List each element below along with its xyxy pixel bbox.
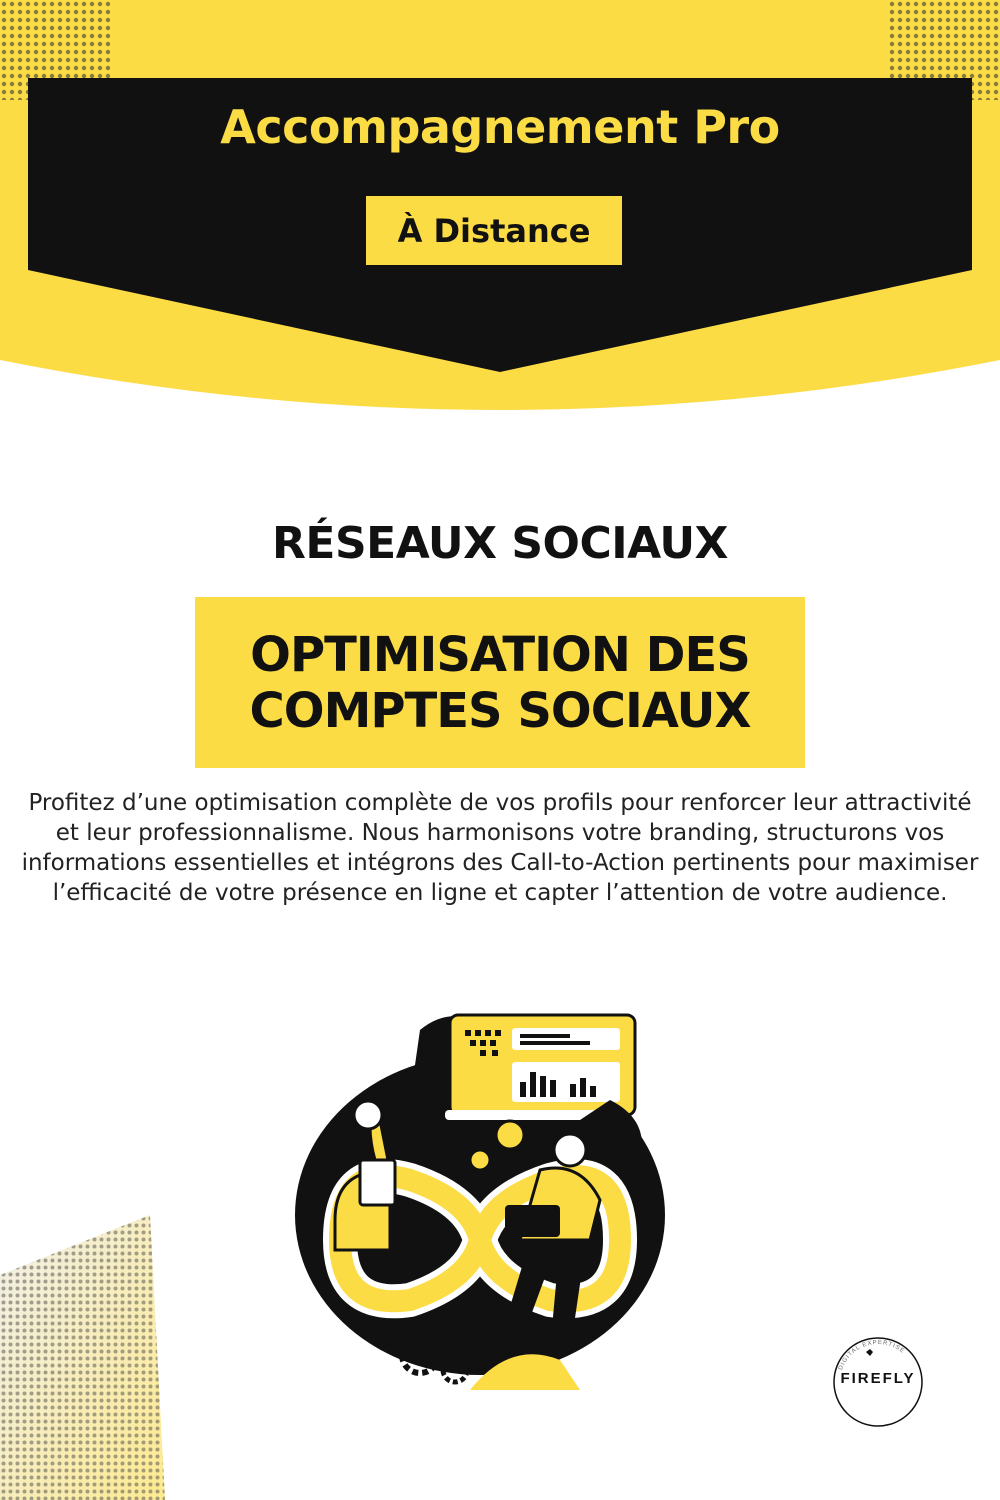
team-analytics-illustration: [280, 1010, 680, 1390]
halftone-decoration: [0, 1215, 165, 1500]
header-badge: À Distance: [366, 196, 622, 265]
header-title: Accompagnement Pro: [220, 100, 780, 154]
logo-name: FIREFLY: [840, 1370, 916, 1387]
subtitle-box: [195, 597, 805, 768]
subtitle-line-2: COMPTES SOCIAUX: [249, 682, 751, 739]
logo-tagline: DIGITAL EXPERTISE: [838, 1339, 906, 1371]
subtitle-line-1: OPTIMISATION DES: [250, 626, 750, 683]
description-text: Profitez d’une optimisation complète de vos profils pour renforcer leur attractivité et leur professionnalisme. Nous harmonisons votre branding, structurons vos informations essentielles et intégrons des Call-to-Action pertinents pour maximiser l’efficacité de votre présence en ligne et capter l’attention de votre audience.: [21, 790, 979, 906]
svg-text:DIGITAL EXPERTISE: [838, 1340, 906, 1371]
section-title: RÉSEAUX SOCIAUX: [272, 518, 728, 569]
